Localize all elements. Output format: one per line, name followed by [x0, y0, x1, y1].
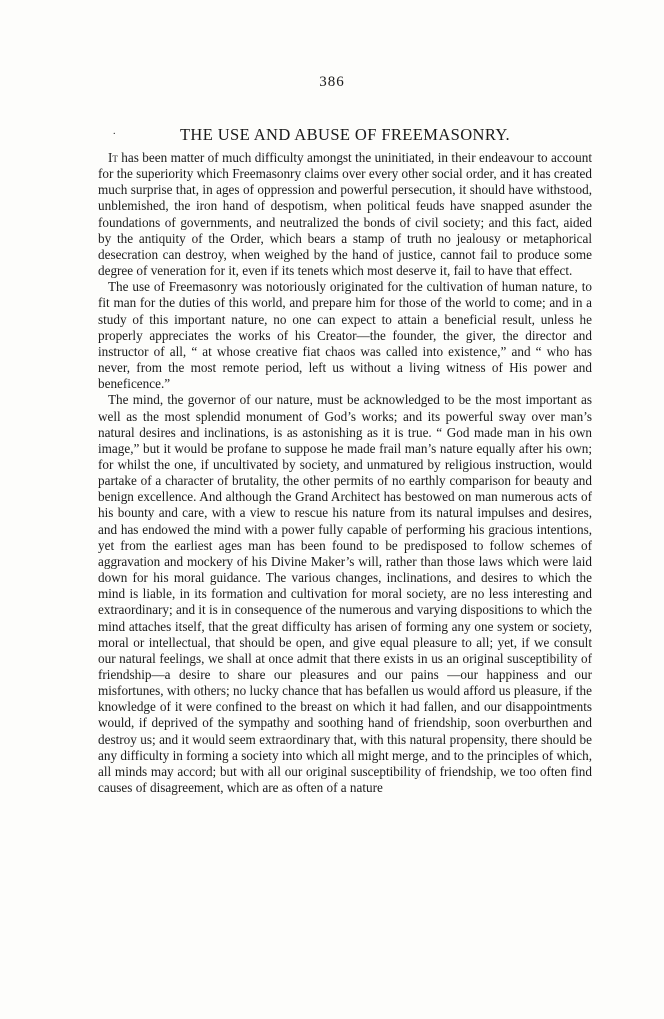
page-number: 386: [319, 74, 345, 90]
paragraph-text: The mind, the governor of our nature, must be acknowledged to be the most important as well as the most splendid monument of God’s works; and its powerful sway over man’s natural desires and inclinations, is as astonishing as it is true. “ God made man in his own image,” but it would be profane to suppose he made frail man’s nature equally after his own; for whilst the one, if uncultivated by society, and unmatured by religious instruction, would partake of a character of brutality, the other permits of no earthly comparison for beauty and benign excellence. And although the Grand Architect has bestowed on man numerous acts of his bounty and care, with a view to rescue his nature from its natural impulses and desires, and has endowed the mind with a power fully capable of performing his gracious intentions, yet from the earliest ages man has been found to be predisposed to follow schemes of aggravation and mockery of his Divine Maker’s will, rather than those laws which were laid down for his moral guidance. The various changes, inclinations, and desires to which the mind is liable, in its formation and cultivation for moral society, are no less interesting and extraordinary; and it is in consequence of the numerous and varying dispositions to which the mind attaches itself, that the great difficulty has arisen of forming any one system or society, moral or intellectual, that should be open, and give equal pleasure to all; yet, if we consult our natural feelings, we shall at once admit that there exists in us an original susceptibility of friendship—a desire to share our pleasures and our pains —our happiness and our misfortunes, with others; no lucky chance that has befallen us would afford us pleasure, if the knowledge of it were confined to the breast on which it had fallen, and our disappointments would, if deprived of the sympathy and soothing hand of friendship, soon overburthen and destroy us; and it would seem extraordinary that, with this natural propensity, there should be any difficulty in forming a society into which all might merge, and to the principles of which, all minds may accord; but with all our original susceptibility of friendship, we too often find causes of disagreement, which are as often of a nature: [98, 392, 592, 796]
margin-mark: .: [113, 126, 116, 137]
paragraph-text: The use of Freemasonry was notoriously originated for the cultivation of human nature, to fit man for the duties of this world, and prepare him for those of the world to come; and in a study of this important nature, no one can expect to attain a beneficial result, unless he properly appreciates the works of his Creator—the founder, the giver, the director and instructor of all, “ at whose creative fiat chaos was called into existence,” and “ who has never, from the most remote period, left us without a living witness of His power and beneficence.”: [98, 279, 592, 392]
paragraph-lead: It: [108, 150, 118, 165]
article-body: [98, 150, 592, 796]
article-title: THE USE AND ABUSE OF FREEMASONRY.: [179, 125, 511, 144]
paragraph-1: [98, 150, 592, 279]
paragraph-text: has been matter of much difficulty amongst the uninitiated, in their endeavour to account for the superiority which Freemasonry claims over every other social order, and it has created much surprise that, in ages of oppression and powerful persecution, it should have withstood, unblemished, the iron hand of despotism, when political feuds have snapped asunder the foundations of governments, and neutralized the bonds of civil society; and this fact, aided by the antiquity of the Order, which bears a stamp of truth no jealousy or metaphorical desecration can destroy, when weighed by the hand of justice, cannot fail to produce some degree of veneration for it, even if its tenets which most deserve it, fail to have that effect.: [98, 150, 592, 279]
paragraph-3: [98, 392, 592, 796]
paragraph-2: [98, 279, 592, 392]
